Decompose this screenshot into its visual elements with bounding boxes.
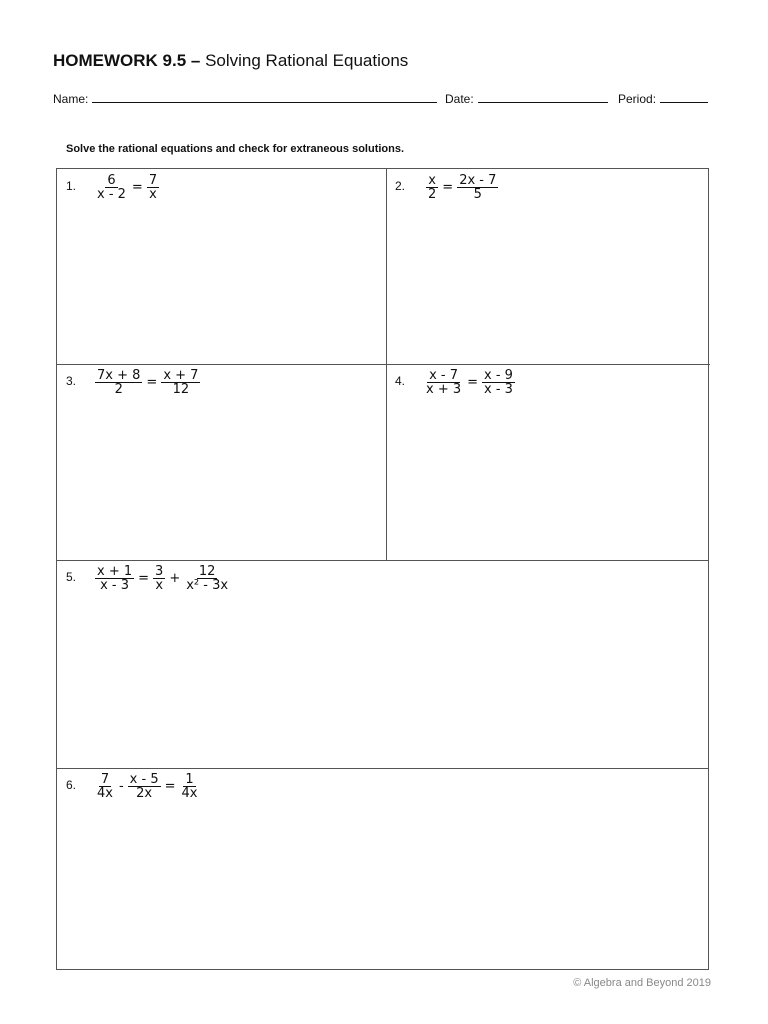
numerator: 3 xyxy=(155,564,164,579)
problem-2[interactable] xyxy=(386,169,709,364)
equation xyxy=(95,369,200,396)
operator: = xyxy=(442,180,454,195)
problem-4[interactable] xyxy=(386,364,709,560)
period-blank[interactable] xyxy=(660,91,708,103)
numerator: x - 7 xyxy=(429,368,459,383)
problem-number: 4. xyxy=(395,374,406,388)
operator: = xyxy=(138,571,150,586)
denominator: x - 3 xyxy=(484,382,513,397)
denominator: 2x xyxy=(136,786,153,801)
fraction xyxy=(161,369,200,396)
fraction xyxy=(184,565,230,592)
numerator: x - 5 xyxy=(129,772,159,787)
fraction xyxy=(153,565,165,592)
date-blank[interactable] xyxy=(478,91,608,103)
name-field[interactable] xyxy=(53,91,437,106)
operator: - xyxy=(118,779,124,794)
problem-6[interactable] xyxy=(57,768,709,970)
denominator: x² - 3x xyxy=(186,578,229,593)
equation xyxy=(95,174,159,201)
problem-5[interactable] xyxy=(57,560,709,768)
denominator: 4x xyxy=(97,786,113,801)
problem-grid xyxy=(56,168,709,970)
numerator: x - 9 xyxy=(484,368,513,383)
denominator: x - 2 xyxy=(97,187,126,202)
denominator: 12 xyxy=(172,382,190,397)
denominator: 2 xyxy=(428,187,437,202)
worksheet-title xyxy=(53,51,408,71)
denominator: 4x xyxy=(181,786,198,801)
equation xyxy=(95,773,199,800)
operator: = xyxy=(164,779,176,794)
period-label: Period: xyxy=(618,92,657,106)
problem-1[interactable] xyxy=(57,169,386,364)
denominator: 2 xyxy=(114,382,123,397)
equation xyxy=(426,174,498,201)
fraction xyxy=(482,369,515,396)
numerator: x + 1 xyxy=(97,564,133,579)
numerator: 7 xyxy=(100,772,110,787)
fraction xyxy=(95,174,128,201)
fraction xyxy=(147,174,159,201)
numerator: 1 xyxy=(185,772,194,787)
problem-number: 6. xyxy=(66,778,77,792)
fraction xyxy=(180,773,200,800)
fraction xyxy=(128,773,161,800)
equation xyxy=(95,565,230,592)
fraction xyxy=(95,565,134,592)
equation xyxy=(424,369,515,396)
denominator: 5 xyxy=(473,187,482,202)
operator: = xyxy=(131,180,143,195)
operator: + xyxy=(169,571,181,586)
numerator: 12 xyxy=(198,564,216,579)
period-field[interactable] xyxy=(618,91,708,106)
date-field[interactable] xyxy=(445,91,608,106)
copyright-footer: © Algebra and Beyond 2019 xyxy=(573,977,711,989)
fraction xyxy=(426,174,438,201)
name-label: Name: xyxy=(53,92,89,106)
operator: = xyxy=(467,375,479,390)
fraction xyxy=(95,369,142,396)
denominator: x xyxy=(149,187,157,202)
operator: = xyxy=(146,375,158,390)
fraction xyxy=(424,369,463,396)
denominator: x xyxy=(155,578,164,593)
fraction xyxy=(457,174,498,201)
name-blank[interactable] xyxy=(92,91,437,103)
title-rest: Solving Rational Equations xyxy=(200,51,409,70)
numerator: 7 xyxy=(148,173,158,188)
date-label: Date: xyxy=(445,92,474,106)
problem-number: 2. xyxy=(395,179,406,193)
problem-number: 1. xyxy=(66,179,77,193)
numerator: 7x + 8 xyxy=(97,368,141,383)
numerator: x xyxy=(428,173,436,188)
denominator: x + 3 xyxy=(426,382,462,397)
fraction xyxy=(95,773,115,800)
numerator: 6 xyxy=(107,173,116,188)
problem-number: 5. xyxy=(66,570,77,584)
denominator: x - 3 xyxy=(100,578,130,593)
problem-3[interactable] xyxy=(57,364,386,560)
problem-number: 3. xyxy=(66,374,77,388)
numerator: x + 7 xyxy=(163,368,199,383)
numerator: 2x - 7 xyxy=(459,173,497,188)
instructions: Solve the rational equations and check for extraneous solutions. xyxy=(66,143,405,155)
title-bold: HOMEWORK 9.5 – xyxy=(53,51,201,70)
